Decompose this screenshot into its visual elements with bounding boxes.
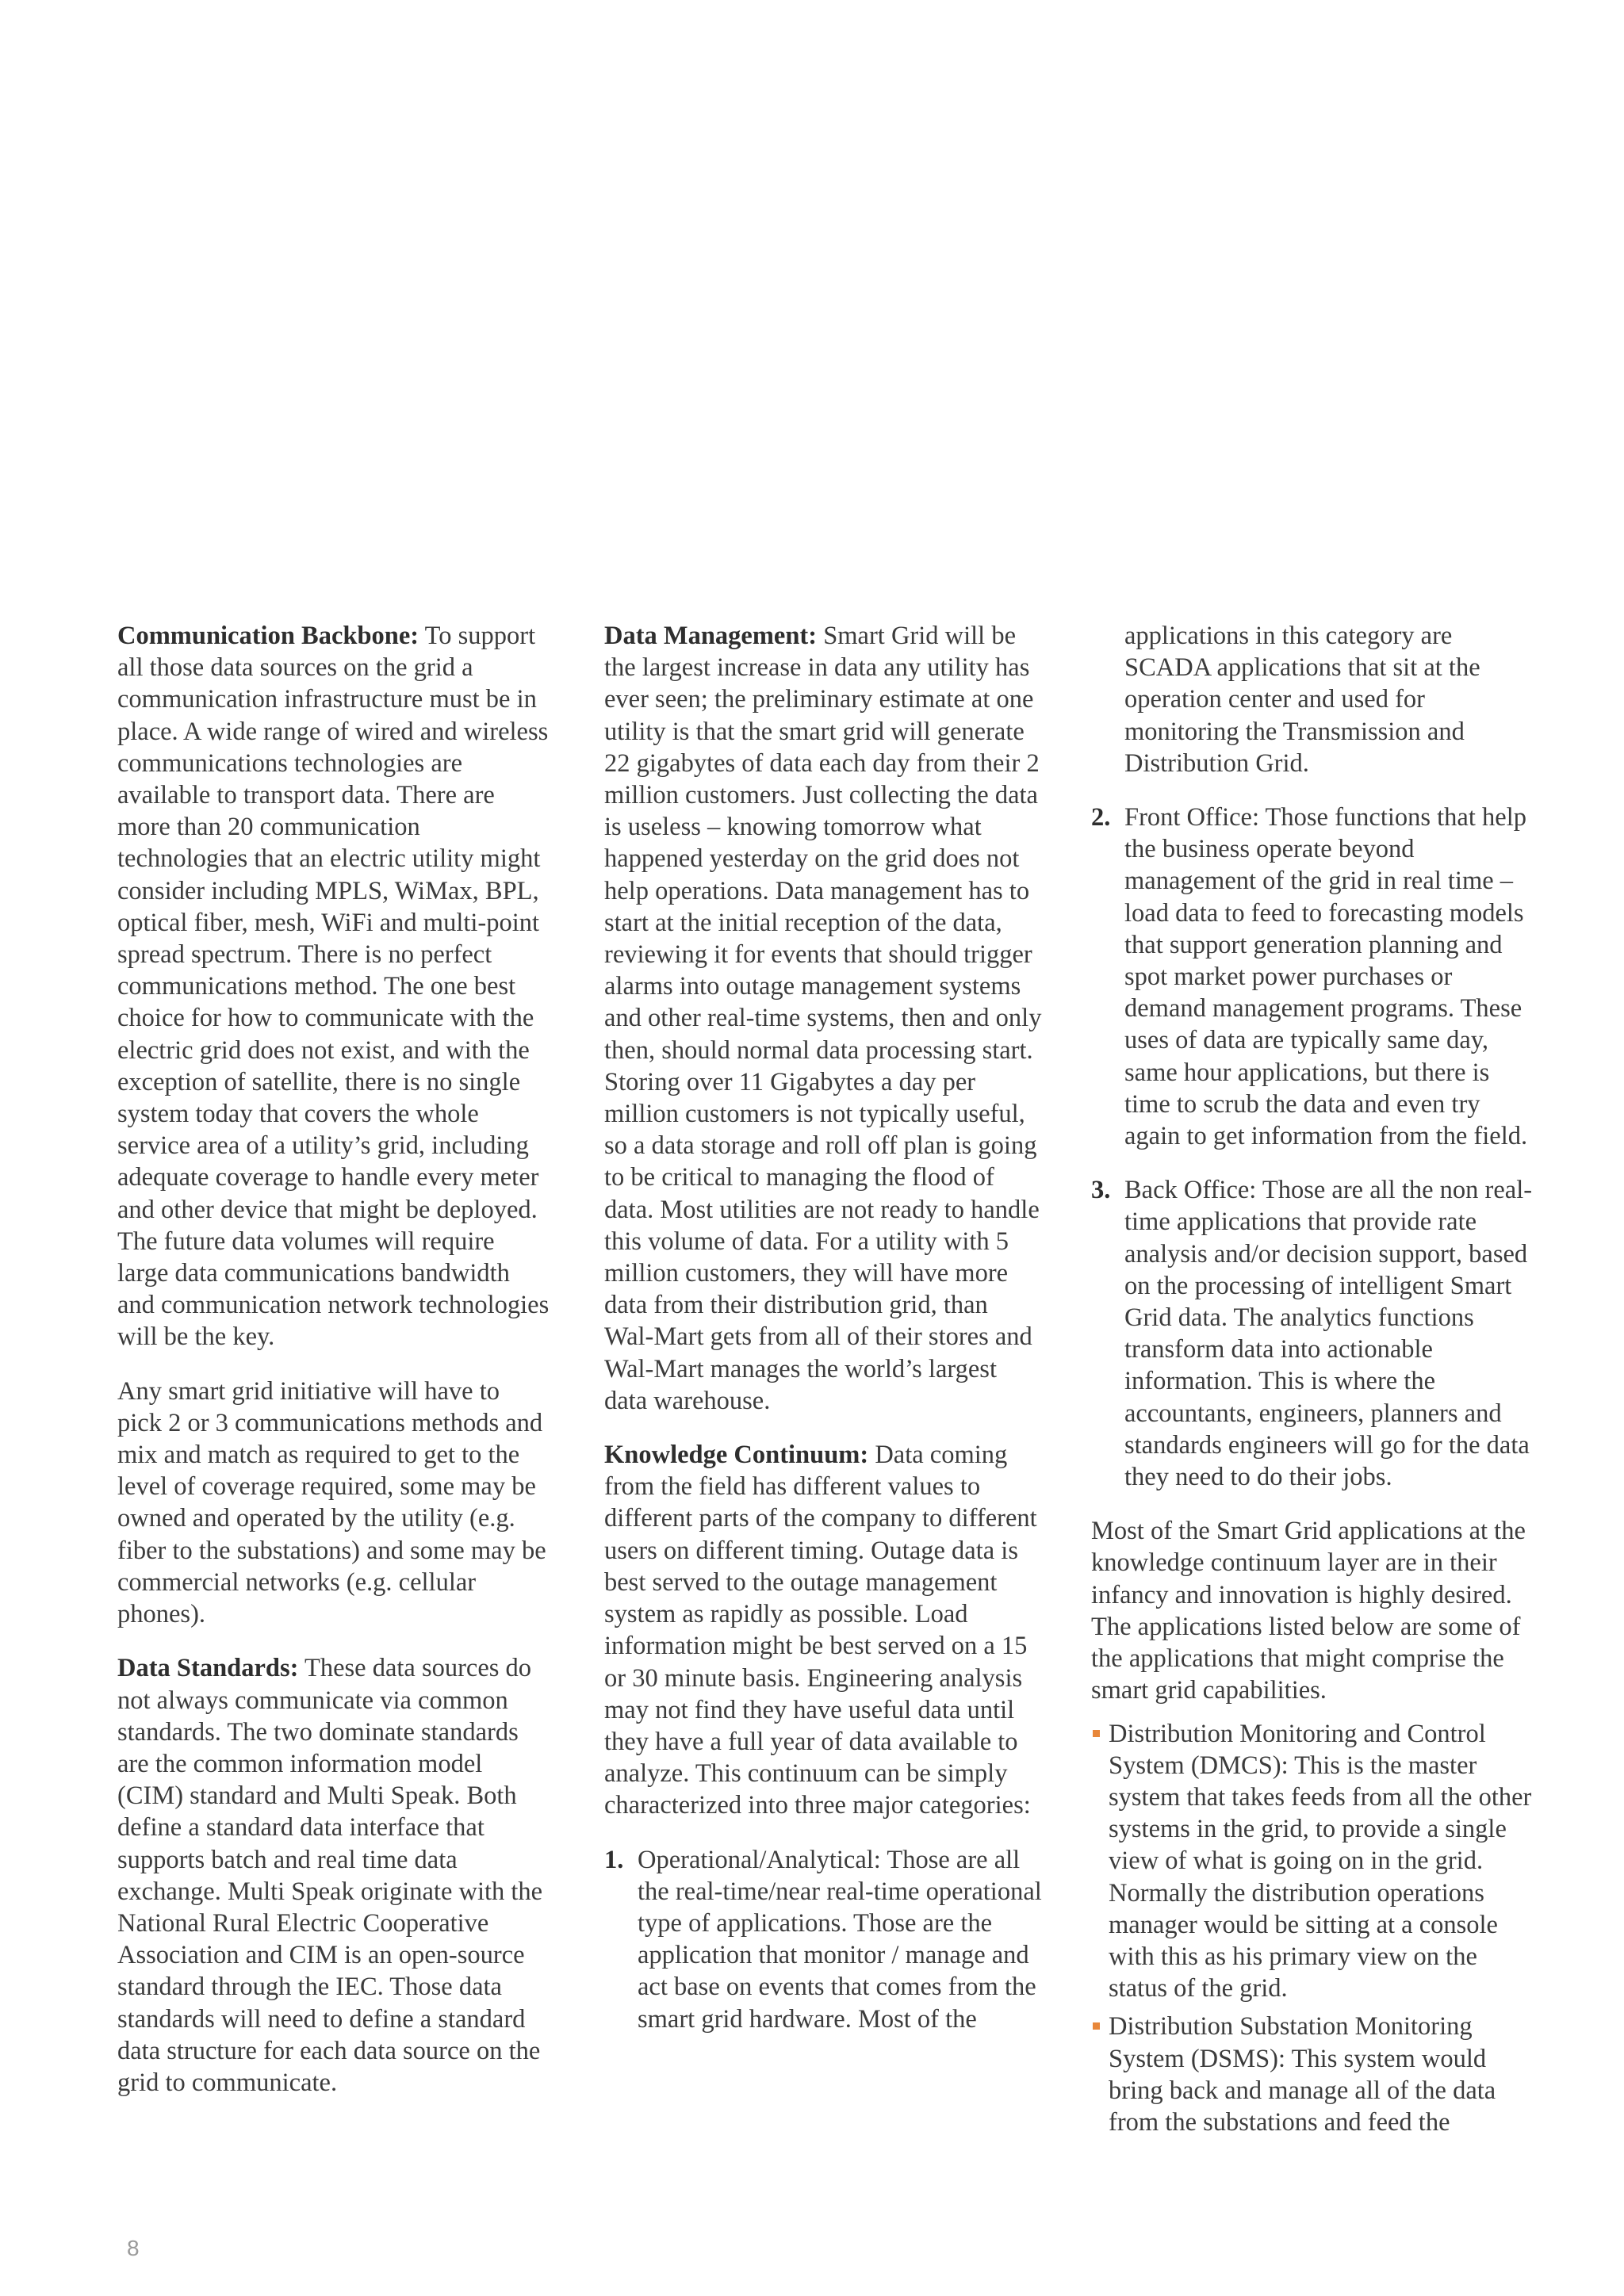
- bullet-text: Distribution Substation Monitoring System (DSMS): This system would bring back and manage all of the data from the substations and feed the: [1109, 2012, 1496, 2137]
- paragraph-body: Smart Grid will be the largest increase in data any utility has ever seen; the preliminary estimate at one utility is that the smart grid will generate 22 gigabytes of data each day from their 2 million customers. Just collecting the data is useless – knowing tomorrow what happened yesterday on the grid does not help operations. Data management has to start at the initial reception of the data, reviewing it for events that should trigger alarms into outage management systems and other real-time systems, then and only then, should normal data processing start. Storing over 11 Gigabytes a day per million customers is not typically useful, so a data storage and roll off plan is going to be critical to managing the flood of data. Most utilities are not ready to handle this volume of data. For a utility with 5 million customers, they will have more data from their distribution grid, than Wal-Mart gets from all of their stores and Wal-Mart manages the world’s largest data warehouse.: [604, 622, 1042, 1415]
- paragraph-body: These data sources do not always communicate via common standards. The two dominate standards are the common information model (CIM) standard and Multi Speak. Both define a standard data interface that supports batch and real time data exchange. Multi Speak originate with the National Rural Electric Cooperative Association and CIM is an open-source standard through the IEC. Those data standards will need to define a standard data structure for each data source on the grid to communicate.: [117, 1654, 543, 2097]
- numbered-item-1: [604, 1844, 1042, 2035]
- item-text: applications in this category are SCADA applications that sit at the operation center and used for monitoring the Transmission and Distribution Grid.: [1124, 622, 1480, 778]
- item-number: 2.: [1091, 803, 1111, 832]
- paragraph-applications-intro: Most of the Smart Grid applications at the knowledge continuum layer are in their infancy and innovation is highly desired. The applications listed below are some of the applications that might comprise the smart grid capabilities.: [1091, 1517, 1526, 1705]
- column-1: [117, 620, 550, 2121]
- bullet-item-dsms: [1091, 2011, 1535, 2138]
- item-text: Back Office: Those are all the non real-time applications that provide rate analysis and/or decision support, based on the processing of intelligent Smart Grid data. The analytics functions transform data into actionable information. This is where the accountants, engineers, planners and standards engineers will go for the data they need to do their jobs.: [1124, 1176, 1533, 1492]
- heading-data-standards: Data Standards:: [117, 1654, 299, 1683]
- heading-data-management: Data Management:: [604, 622, 818, 650]
- numbered-item-3: [1091, 1174, 1535, 1493]
- bullet-text: Distribution Monitoring and Control System (DMCS): This is the master system that takes feeds from all the other systems in the grid, to provide a single view of what is going on in the grid. Normally the distribution operations manager would be sitting at a console with this as his primary view on the status of the grid.: [1109, 1719, 1532, 2003]
- item-text: Operational/Analytical: Those are all the real-time/near real-time operational type of applications. Those are the application that monitor / manage and act base on events that comes from the smart grid hardware. Most of the: [638, 1845, 1042, 2034]
- heading-communication-backbone: Communication Backbone:: [117, 622, 419, 650]
- item-number: 3.: [1091, 1176, 1111, 1205]
- bullet-item-dmcs: [1091, 1718, 1535, 2005]
- page-number: 8: [127, 2236, 140, 2260]
- numbered-item-2: [1091, 802, 1535, 1152]
- bullet-square-icon: [1091, 1718, 1109, 2005]
- numbered-item-1-continued: [1091, 620, 1535, 779]
- bullet-square-icon: [1091, 2011, 1109, 2138]
- paragraph-knowledge-continuum: [604, 1439, 1042, 1821]
- paragraph-communication-backbone: [117, 620, 550, 1353]
- item-number: 1.: [604, 1845, 624, 1874]
- heading-knowledge-continuum: Knowledge Continuum:: [604, 1441, 869, 1470]
- paragraph-body: Data coming from the field has different values to different parts of the company to different users on different timing. Outage data is best served to the outage management system as rapidly as possible. Load information might be best served on a 15 or 30 minute basis. Engineering analysis may not find they have useful data until they have a full year of data available to analyze. This continuum can be simply characterized into three major categories:: [604, 1441, 1037, 1820]
- paragraph-data-standards: [117, 1652, 550, 2099]
- item-text: Front Office: Those functions that help the business operate beyond management of the grid in real time – load data to feed to forecasting models that support generation planning and spot market power purchases or demand management programs. These uses of data are typically same day, same hour applications, but there is time to scrub the data and even try again to get information from the field.: [1124, 803, 1528, 1151]
- column-3: [1091, 620, 1535, 2145]
- paragraph-data-management: [604, 620, 1042, 1417]
- paragraph-body: To support all those data sources on the grid a communication infrastructure must be in place. A wide range of wired and wireless communications technologies are available to transport data. There are more than 20 communication technologies that an electric utility might consider including MPLS, WiMax, BPL, optical fiber, mesh, WiFi and multi-point spread spectrum. There is no perfect communications method. The one best choice for how to communicate with the electric grid does not exist, and with the exception of satellite, there is no single system today that covers the whole service area of a utility’s grid, including adequate coverage to handle every meter and other device that might be deployed. The future data volumes will require large data communications bandwidth and communication network technologies will be the key.: [117, 622, 550, 1352]
- column-2: [604, 620, 1042, 2057]
- paragraph-smart-grid-initiative: Any smart grid initiative will have to pick 2 or 3 communications methods and mix and match as required to get to the level of coverage required, some may be owned and operated by the utility (e.g. fiber to the substations) and some may be commercial networks (e.g. cellular phones).: [117, 1376, 546, 1629]
